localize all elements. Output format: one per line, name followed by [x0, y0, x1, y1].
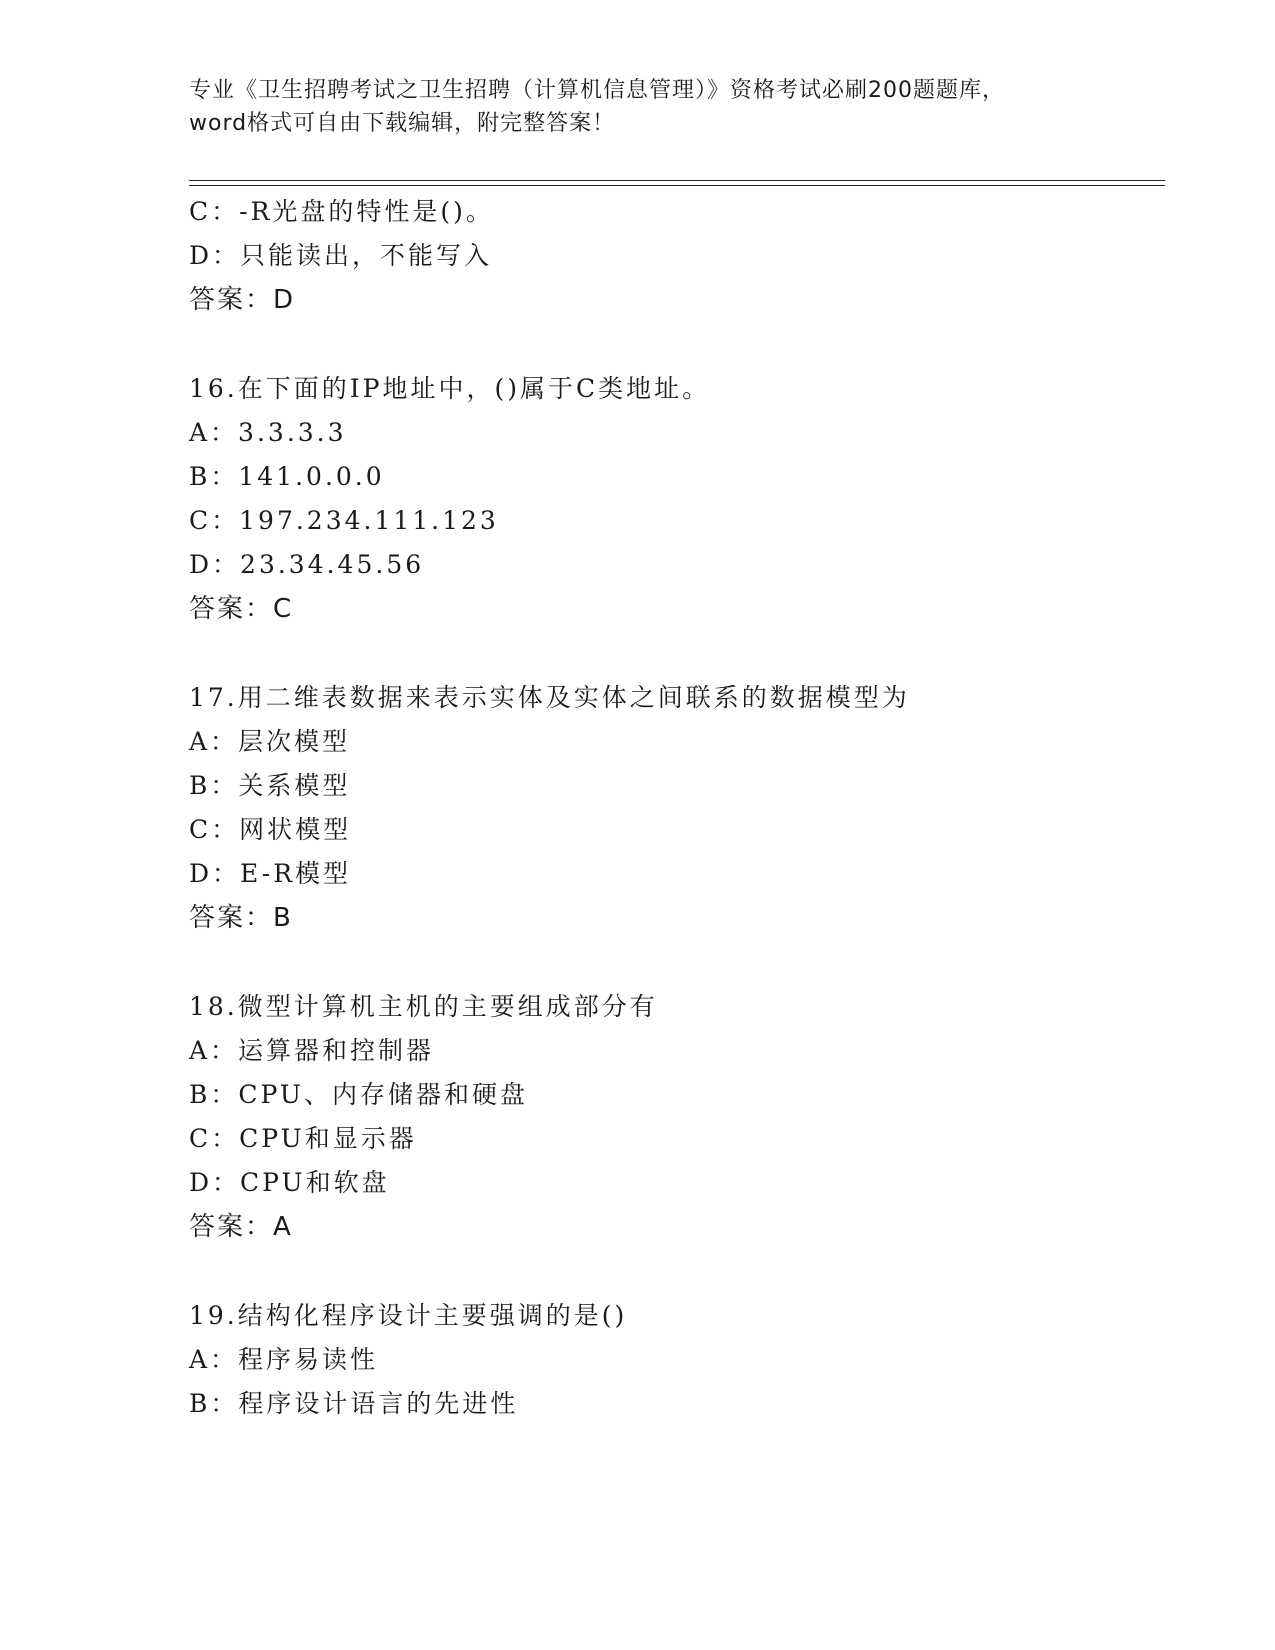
q19-stem: 19.结构化程序设计主要强调的是()	[189, 1301, 628, 1330]
header-divider-top	[189, 180, 1165, 181]
q17-stem: 17.用二维表数据来表示实体及实体之间联系的数据模型为	[189, 683, 910, 712]
q18-option-b: B：CPU、内存储器和硬盘	[189, 1080, 528, 1109]
q17-option-a: A：层次模型	[189, 727, 351, 756]
q17-option-d: D：E-R模型	[189, 859, 352, 888]
q16-option-d: D：23.34.45.56	[189, 550, 425, 579]
q18-answer: 答案：A	[189, 1212, 293, 1242]
q18-option-c: C：CPU和显示器	[189, 1124, 417, 1153]
q17-answer: 答案：B	[189, 903, 293, 933]
q15-option-d: D：只能读出，不能写入	[189, 241, 493, 270]
q15-option-c: C：-R光盘的特性是()。	[189, 197, 494, 226]
header-title-line-2: word格式可自由下载编辑，附完整答案！	[189, 111, 616, 136]
q19-option-b: B：程序设计语言的先进性	[189, 1389, 519, 1418]
q16-stem: 16.在下面的IP地址中，()属于C类地址。	[189, 374, 711, 403]
q17-option-c: C：网状模型	[189, 815, 352, 844]
q18-option-a: A：运算器和控制器	[189, 1036, 435, 1065]
q19-option-a: A：程序易读性	[189, 1345, 379, 1374]
q16-answer: 答案：C	[189, 594, 294, 624]
q16-option-a: A：3.3.3.3	[189, 418, 347, 447]
q18-option-d: D：CPU和软盘	[189, 1168, 390, 1197]
q16-option-c: C：197.234.111.123	[189, 506, 499, 535]
q15-answer: 答案：D	[189, 285, 296, 315]
header-divider-bottom	[189, 185, 1165, 186]
q17-option-b: B：关系模型	[189, 771, 351, 800]
q18-stem: 18.微型计算机主机的主要组成部分有	[189, 992, 658, 1021]
header-title-line-1: 专业《卫生招聘考试之卫生招聘（计算机信息管理）》资格考试必刷200题题库，	[189, 78, 1005, 103]
document-header	[189, 74, 1089, 140]
q16-option-b: B：141.0.0.0	[189, 462, 385, 491]
